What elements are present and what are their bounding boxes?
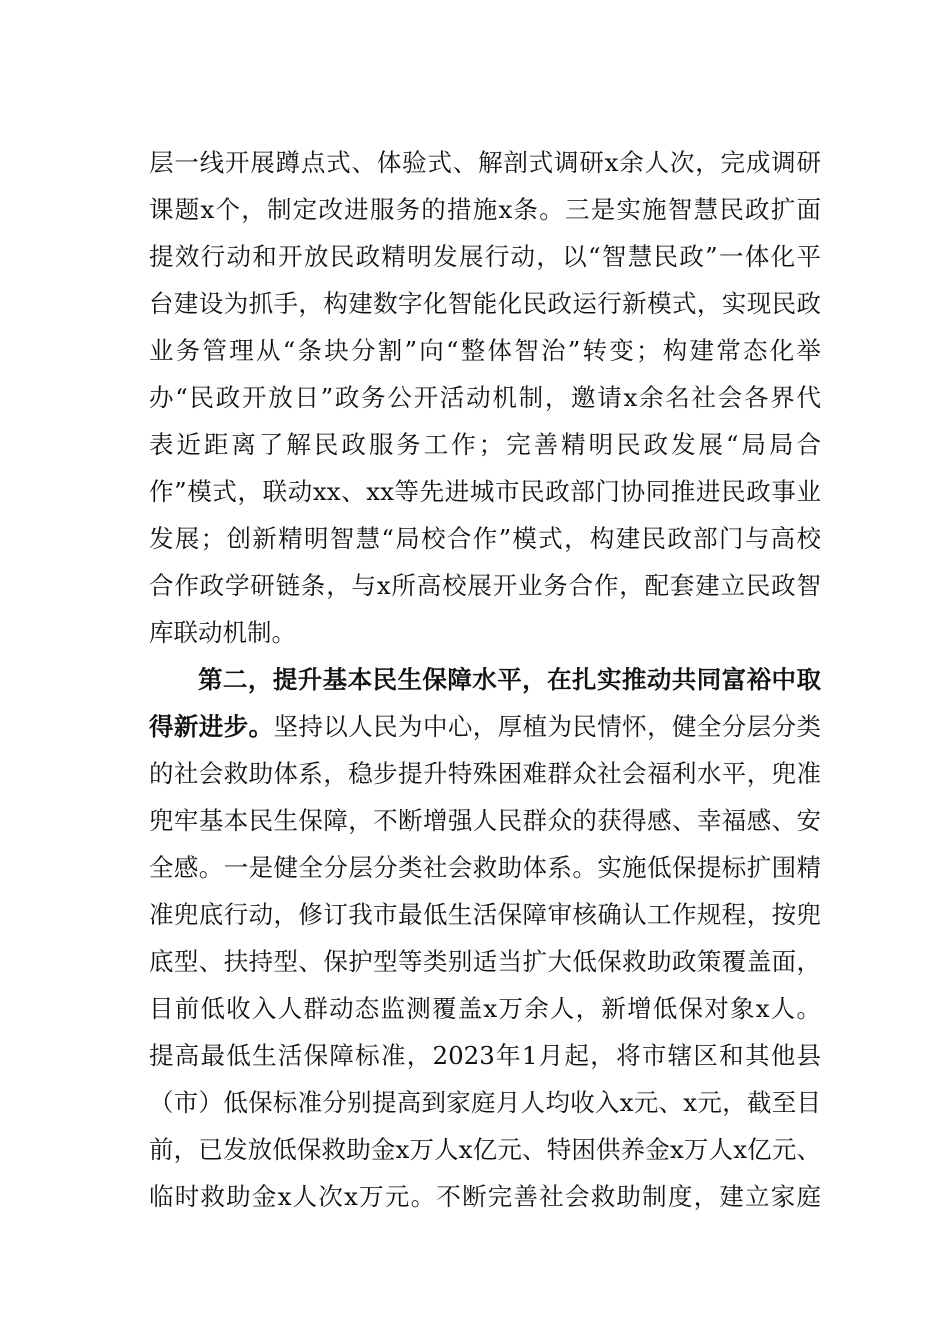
paragraph-2-heading-line-2: 得新进步。 — [149, 712, 274, 741]
paragraph-1-line-6: 办“民政开放日”政务公开活动机制，邀请x余名社会各界代 — [149, 383, 821, 412]
paragraph-2-line-10: （市）低保标准分别提高到家庭月人均收入x元、x元，截至目 — [149, 1088, 821, 1117]
paragraph-2-line-2-rest: 坚持以人民为中心，厚植为民情怀，健全分层分类 — [273, 712, 821, 741]
paragraph-2-line-12: 临时救助金x人次x万元。不断完善社会救助制度，建立家庭 — [149, 1182, 821, 1211]
paragraph-1-line-10: 合作政学研链条，与x所高校展开业务合作，配套建立民政智 — [149, 571, 821, 600]
paragraph-2-line-4: 兜牢基本民生保障，不断增强人民群众的获得感、幸福感、安 — [149, 806, 821, 835]
paragraph-2-line-5: 全感。一是健全分层分类社会救助体系。实施低保提标扩围精 — [149, 853, 821, 882]
paragraph-1-line-8: 作”模式，联动xx、xx等先进城市民政部门协同推进民政事业 — [149, 477, 821, 506]
paragraph-1-line-4: 台建设为抓手，构建数字化智能化民政运行新模式，实现民政 — [149, 289, 821, 318]
paragraph-1-line-2: 课题x个，制定改进服务的措施x条。三是实施智慧民政扩面 — [149, 195, 821, 224]
paragraph-2-line-3: 的社会救助体系，稳步提升特殊困难群众社会福利水平，兜准 — [149, 759, 821, 788]
paragraph-1-line-5: 业务管理从“条块分割”向“整体智治”转变；构建常态化举 — [149, 336, 821, 365]
paragraph-1-line-7: 表近距离了解民政服务工作；完善精明民政发展“局局合 — [149, 430, 821, 459]
paragraph-2-line-8: 目前低收入人群动态监测覆盖x万余人，新增低保对象x人。 — [149, 994, 821, 1023]
paragraph-1-line-9: 发展；创新精明智慧“局校合作”模式，构建民政部门与高校 — [149, 524, 821, 553]
paragraph-2-heading-line-1: 第二，提升基本民生保障水平，在扎实推动共同富裕中取 — [198, 665, 821, 694]
paragraph-2-line-2 — [149, 707, 821, 747]
paragraph-2-line-9: 提高最低生活保障标准，2023年1月起，将市辖区和其他县 — [149, 1041, 821, 1070]
paragraph-2-line-7: 底型、扶持型、保护型等类别适当扩大低保救助政策覆盖面， — [149, 947, 821, 976]
paragraph-2-line-6: 准兜底行动，修订我市最低生活保障审核确认工作规程，按兜 — [149, 900, 821, 929]
paragraph-1-line-3: 提效行动和开放民政精明发展行动，以“智慧民政”一体化平 — [149, 242, 821, 271]
paragraph-1-line-11: 库联动机制。 — [149, 618, 296, 647]
paragraph-1-line-1: 层一线开展蹲点式、体验式、解剖式调研x余人次，完成调研 — [149, 148, 821, 177]
paragraph-2-line-11: 前，已发放低保救助金x万人x亿元、特困供养金x万人x亿元、 — [149, 1135, 821, 1164]
